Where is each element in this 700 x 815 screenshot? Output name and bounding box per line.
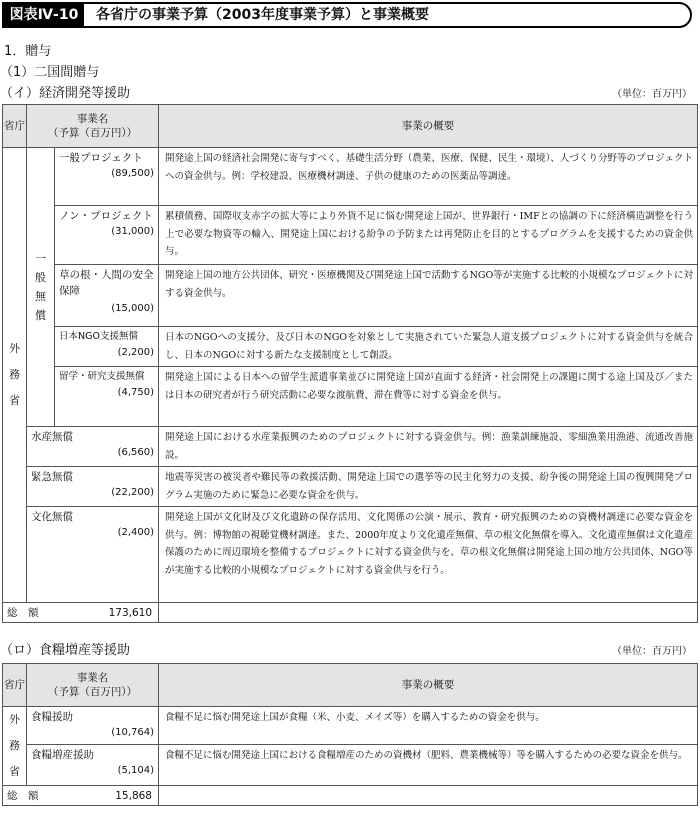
ministry-cell: 外 務 省 (3, 148, 27, 603)
ministry-column-header: 省庁 (3, 664, 27, 707)
table-row (3, 206, 698, 265)
project-description: 開発途上国における水産業振興のためのプロジェクトに対する資金供与。例：漁業訓練施設、零細漁業用漁港、流通改善施設。 (159, 427, 698, 467)
figure-title: 各省庁の事業予算（2003年度事業予算）と事業概要 (96, 7, 429, 23)
project-name-cell: 留学・研究支援無償 (4,750) (55, 367, 159, 427)
economic-aid-table (2, 104, 698, 623)
food-aid-table (2, 663, 698, 806)
table-row (3, 265, 698, 327)
project-name-cell: 草の根・人間の安全保障 (15,000) (55, 265, 159, 327)
category-heading-economic: （イ）経済開発等援助 (0, 86, 131, 101)
subsection-heading: （1）二国間贈与 (0, 65, 100, 80)
table-row (3, 507, 698, 603)
project-name-cell: 緊急無償 (22,200) (27, 467, 159, 507)
total-label: 総 額 (7, 606, 39, 619)
total-amount: 15,868 (115, 789, 152, 802)
project-name-cell: 食糧援助 (10,764) (27, 707, 159, 745)
project-name-cell: 文化無償 (2,400) (27, 507, 159, 603)
table-row (3, 744, 698, 785)
overview-column-header: 事業の概要 (159, 664, 698, 707)
figure-title-bar (2, 2, 692, 28)
project-description: 累積債務、国際収支赤字の拡大等により外貨不足に悩む開発途上国が、世界銀行・IMFとの協調の下に経済構造調整を行う上で必要な物資等の輸入、開発途上国における紛争の予防または再発防止を目的とするプログラムを支援するための資金供与。 (159, 206, 698, 265)
unit-label-2: （単位：百万円） (612, 646, 692, 657)
table-row (3, 148, 698, 206)
ministry-cell: 外 務 省 (3, 707, 27, 786)
overview-column-header: 事業の概要 (159, 105, 698, 148)
project-description: 食糧不足に悩む開発途上国における食糧増産のための資機材（肥料、農業機械等）等を購入するための必要な資金を供与。 (159, 744, 698, 785)
table-header-row (3, 105, 698, 148)
project-name-cell: 食糧増産援助 (5,104) (27, 744, 159, 785)
total-row-empty (159, 603, 698, 623)
table-row (3, 327, 698, 367)
table-row (3, 367, 698, 427)
project-column-header: 事業名 （予算（百万円）） (27, 664, 159, 707)
project-column-header: 事業名 （予算（百万円）） (27, 105, 159, 148)
section-heading: 1．贈与 (4, 44, 52, 59)
figure-number: 図表Ⅳ-10 (4, 4, 84, 26)
table-row (3, 427, 698, 467)
project-description: 地震等災害の被災者や難民等の救援活動、開発途上国での選挙等の民主化努力の支援、紛争後の開発途上国の復興開発プログラム実施のために緊急に必要な資金を供与。 (159, 467, 698, 507)
general-grant-cell: 一 般 無 償 (27, 148, 55, 427)
total-row (3, 786, 698, 806)
project-name-cell: 一般プロジェクト (89,500) (55, 148, 159, 206)
project-name-cell: ノン・プロジェクト (31,000) (55, 206, 159, 265)
total-amount: 173,610 (108, 606, 152, 619)
project-name-cell: 水産無償 (6,560) (27, 427, 159, 467)
table-row (3, 707, 698, 745)
project-description: 開発途上国の経済社会開発に寄与すべく、基礎生活分野（農業、医療、保健、民生・環境）、人づくり分野等のプロジェクトへの資金供与。例：学校建設、医療機材調達、子供の健康のための医薬品等調達。 (159, 148, 698, 206)
unit-label: （単位：百万円） (612, 89, 692, 100)
project-description: 食糧不足に悩む開発途上国が食糧（米、小麦、メイズ等）を購入するための資金を供与。 (159, 707, 698, 745)
table-row (3, 467, 698, 507)
ministry-column-header: 省庁 (3, 105, 27, 148)
project-description: 開発途上国の地方公共団体、研究・医療機関及び開発途上国で活動するNGO等が実施する比較的小規模なプロジェクトに対する資金供与。 (159, 265, 698, 327)
project-description: 開発途上国が文化財及び文化遺跡の保存活用、文化関係の公演・展示、教育・研究振興のための資機材調達に必要な資金を供与。例：博物館の視聴覚機材調達。また、2000年度より文化遺産無償、草の根文化無償を導入。文化遺産無償は文化遺産保護のために周辺環境を整備するプロジェクトに対する資金供与を、草の根文化無償は開発途上国の地方公共団体、NGO等が実施する比較的小規模なプロジェクトに対する資金供与を行う。 (159, 507, 698, 603)
project-name-cell: 日本NGO支援無償 (2,200) (55, 327, 159, 367)
project-description: 日本のNGOへの支援分、及び日本のNGOを対象として実施されていた緊急人道支援プロジェクトに対する資金供与を統合し、日本のNGOに対する新たな支援制度として創設。 (159, 327, 698, 367)
category-heading-food: （ロ）食糧増産等援助 (0, 643, 131, 658)
total-label: 総 額 (7, 789, 39, 802)
total-row (3, 603, 698, 623)
table-header-row (3, 664, 698, 707)
total-cell (3, 603, 159, 623)
project-description: 開発途上国による日本への留学生派遣事業並びに開発途上国が直面する経済・社会開発上の課題に関する途上国及び／または日本の研究者が行う研究活動に必要な渡航費、滞在費等に対する資金を供与。 (159, 367, 698, 427)
total-cell (3, 786, 159, 806)
total-row-empty (159, 786, 698, 806)
